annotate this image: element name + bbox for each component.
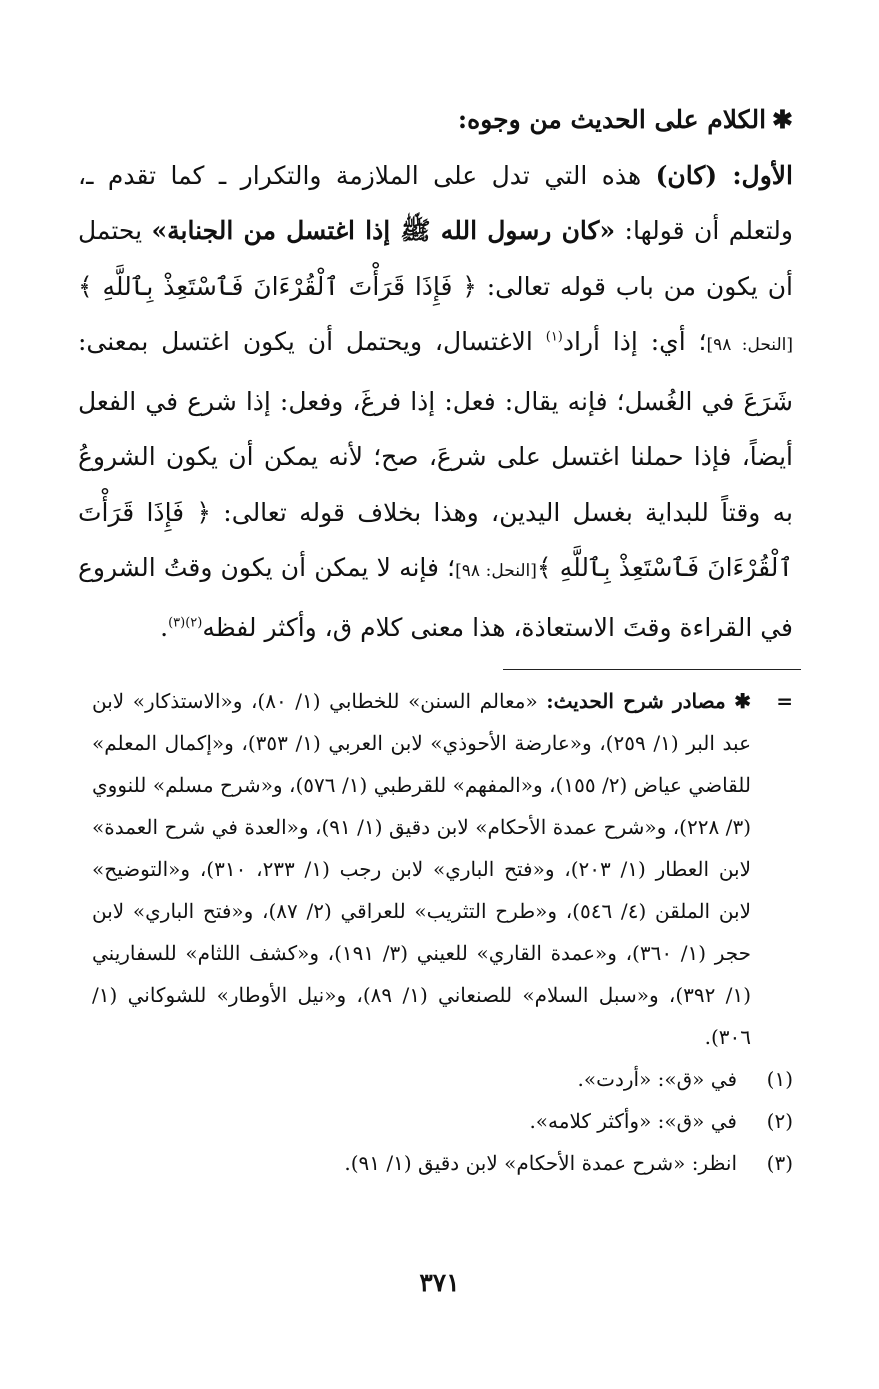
footnote-item [92,1100,793,1142]
quran-verse: ﴿ فَإِذَا قَرَأْتَ ٱلْقُرْءَانَ فَٱسْتَعِذْ بِٱللَّهِ ﴾ [78,271,477,301]
footnote-item [92,1058,793,1100]
star-icon: ✱ [734,689,751,713]
body-text: . [160,612,169,642]
sources-text: «معالم السنن» للخطابي (١/ ٨٠)، و«الاستذكار» لابن عبد البر (١/ ٢٥٩)، و«عارضة الأحوذي» لابن العربي (١/ ٣٥٣)، و«إكمال المعلم» للقاضي عياض (٢/ ١٥٥)، و«المفهم» للقرطبي (١/ ٥٧٦)، و«شرح مسلم» للنووي (٣/ ٢٢٨)، و«شرح عمدة الأحكام» لابن دقيق (١/ ٩١)، و«العدة في شرح العمدة» لابن العطار (١/ ٢٠٣)، و«فتح الباري» لابن رجب (١/ ٢٣٣، ٣١٠)، و«التوضيح» لابن الملقن (٤/ ٥٤٦)، و«طرح التثريب» للعراقي (٢/ ٨٧)، و«فتح الباري» لابن حجر (١/ ٣٦٠)، و«عمدة القاري» للعيني (٣/ ١٩١)، و«كشف اللثام» للسفاريني (١/ ٣٩٢)، و«سبل السلام» للصنعاني (١/ ٨٩)، و«نيل الأوطار» للشوكاني (١/ ٣٠٦). [92,689,752,1049]
footnote-number: (٣) [766,1151,793,1175]
footnote-text: في «ق»: «أردت». [577,1067,737,1091]
footnote-divider [503,669,801,670]
main-text [78,92,793,655]
continuation-mark: = [776,689,793,713]
footnote-marker: (١) [545,329,563,345]
star-icon: ✱ [772,105,793,134]
heading-text: الكلام على الحديث من وجوه: [457,105,767,134]
point-lead: الأول: (كان) [655,160,793,190]
section-heading [78,92,793,148]
hadith-quote: «كان رسول الله ﷺ إذا اغتسل من الجنابة» [151,216,616,245]
page-number: ٣٧١ [419,1268,460,1297]
sources-note [92,680,793,1058]
body-paragraph [78,148,793,656]
footnotes [92,680,793,1184]
footnote-text: في «ق»: «وأكثر كلامه». [529,1109,737,1133]
footnote-number: (١) [766,1067,793,1091]
body-text: ؛ أي: إذا أراد [562,327,707,356]
verse-reference: [النحل: ٩٨] [706,335,793,355]
body-text: ؛ فإنه لا يمكن أن يكون وقتُ الشروع في القراءة وقتَ الاستعاذة، هذا معنى كلام ق، وأكثر لفظه [78,553,793,642]
footnote-marker: (٢) [185,615,203,631]
body-text: هذه التي تدل على الملازمة والتكرار ـ كما تقدم ـ، ولتعلم أن قولها: [78,160,793,245]
sources-label: مصادر شرح الحديث: [546,689,726,713]
footnote-number: (٢) [766,1109,793,1133]
footnote-marker: (٣) [168,615,186,631]
footnote-item [92,1142,793,1184]
quran-verse: ﴿ فَإِذَا قَرَأْتَ ٱلْقُرْءَانَ فَٱسْتَعِذْ بِٱللَّهِ ﴾ [78,497,793,582]
verse-reference: [النحل: ٩٨] [455,561,537,581]
body-text: الاغتسال، ويحتمل أن يكون اغتسل بمعنى: شَرَعَ في الغُسل؛ فإنه يقال: فعل: إذا فرغَ، وفعل: إذا شرع في الفعل أيضاً، فإذا حملنا اغتسل على شرعَ، صح؛ لأنه يمكن أن يكون الشروعُ به وقتاً للبداية بغسل اليدين، وهذا بخلاف قوله تعالى: [78,327,793,527]
body-text: يحتمل أن يكون من باب قوله تعالى: [78,216,793,301]
footnote-text: انظر: «شرح عمدة الأحكام» لابن دقيق (١/ ٩١). [344,1151,737,1175]
